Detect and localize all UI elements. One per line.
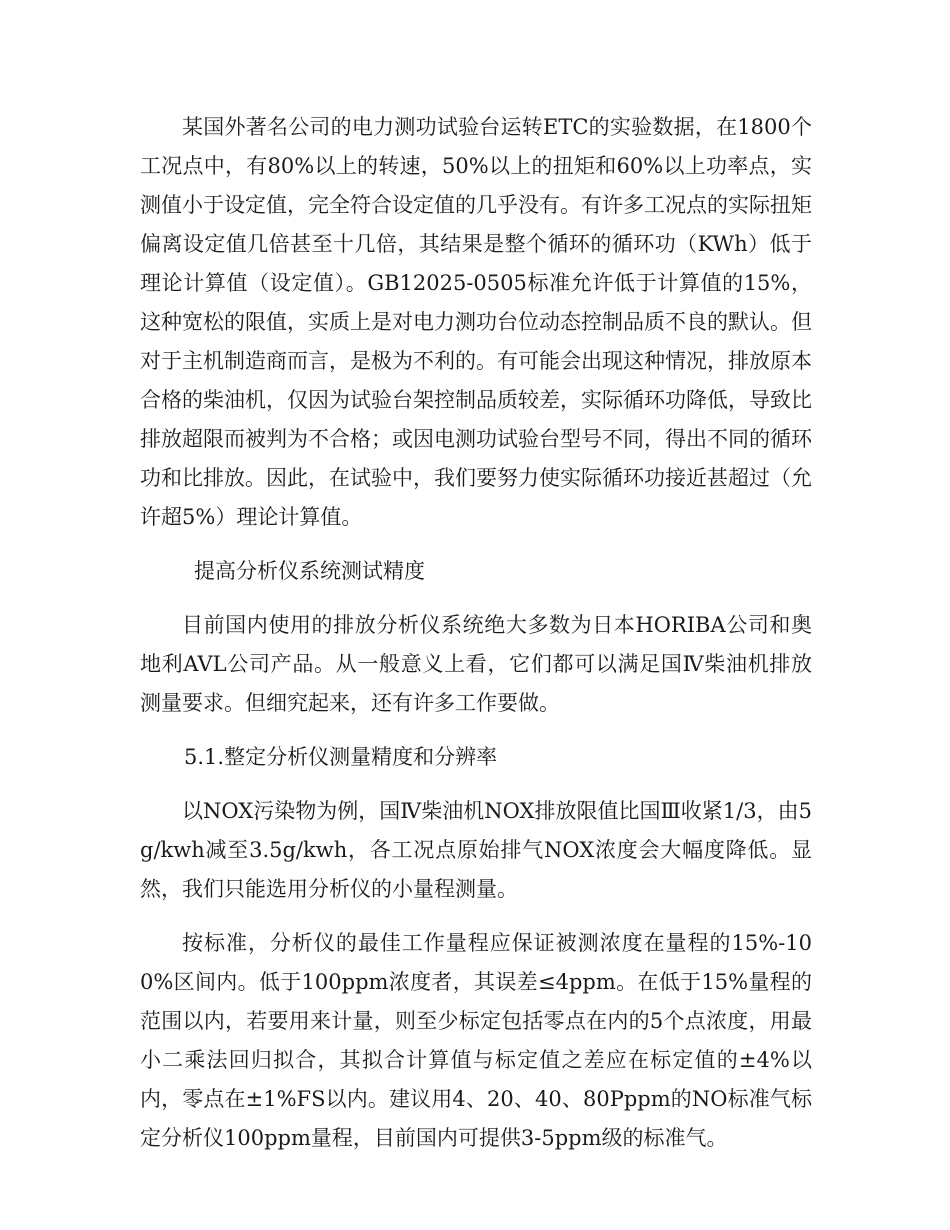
paragraph-calibration-standard: 按标准，分析仪的最佳工作量程应保证被测浓度在量程的15%-100%区间内。低于100ppm浓度者，其误差≤4ppm。在低于15%量程的范围以内，若要用来计量，则至少标定包括零点在内的5个点浓度，用最小二乘法回归拟合，其拟合计算值与标定值之差应在标定值的±4%以内，零点在±1%FS以内。建议用4、20、40、80Pppm的NO标准气标定分析仪100ppm量程，目前国内可提供3-5ppm级的标准气。 — [140, 931, 812, 1150]
paragraph-etc-test-data: 某国外著名公司的电力测功试验台运转ETC的实验数据，在1800个工况点中，有80%以上的转速，50%以上的扭矩和60%以上功率点，实测值小于设定值，完全符合设定值的几乎没有。有许多工况点的实际扭矩偏离设定值几倍甚至十几倍，其结果是整个循环的循环功（KWh）低于理论计算值（设定值）。GB12025-0505标准允许低于计算值的15%，这种宽松的限值，实质上是对电力测功台位动态控制品质不良的默认。但对于主机制造商而言，是极为不利的。有可能会出现这种情况，排放原本合格的柴油机，仅因为试验台架控制品质较差，实际循环功降低，导致比排放超限而被判为不合格；或因电测功试验台型号不同，得出不同的循环功和比排放。因此，在试验中，我们要努力使实际循环功接近甚超过（允许超5%）理论计算值。 — [140, 115, 812, 529]
paragraph-nox-limits: 以NOX污染物为例，国Ⅳ柴油机NOX排放限值比国Ⅲ收紧1/3，由5g/kwh减至3.5g/kwh，各工况点原始排气NOX浓度会大幅度降低。显然，我们只能选用分析仪的小量程测量。 — [140, 799, 812, 901]
paragraph-analyzer-systems: 目前国内使用的排放分析仪系统绝大多数为日本HORIBA公司和奥地利AVL公司产品。从一般意义上看，它们都可以满足国Ⅳ柴油机排放测量要求。但细究起来，还有许多工作要做。 — [140, 613, 812, 715]
document-body — [140, 108, 812, 1158]
subsection-heading-5-1: 5.1.整定分析仪测量精度和分辨率 — [184, 745, 498, 769]
section-heading-analyzer-accuracy: 提高分析仪系统测试精度 — [194, 559, 425, 583]
